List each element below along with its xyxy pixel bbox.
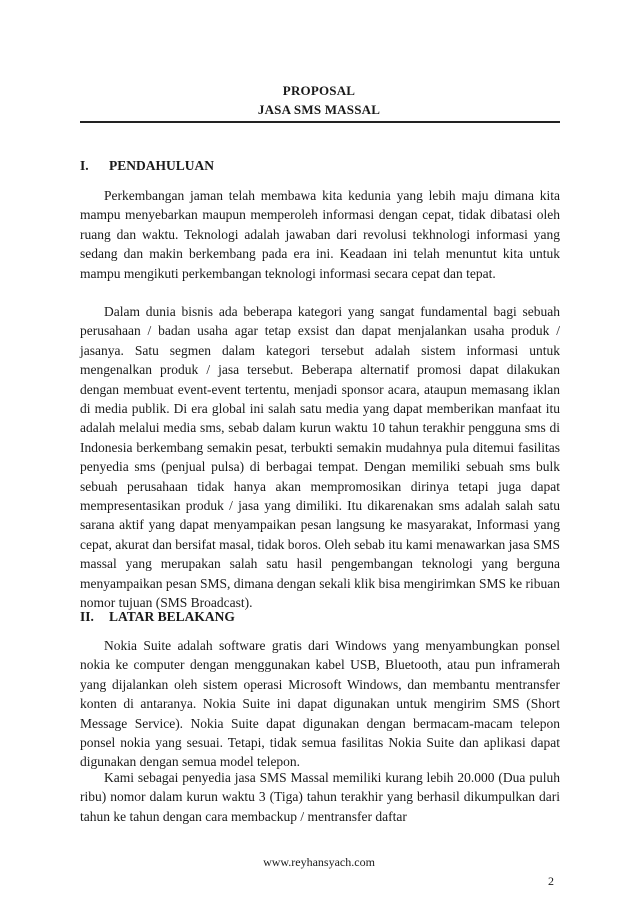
footer-website: www.reyhansyach.com bbox=[263, 855, 375, 869]
section-heading-pendahuluan bbox=[80, 158, 214, 174]
paragraph: Dalam dunia bisnis ada beberapa kategori yang sangat fundamental bagi sebuah perusahaan / badan usaha agar tetap exsist dan dapat menjalankan usaha produk / jasanya. Satu segmen dalam kategori tersebut adalah sistem informasi untuk mengenalkan produk / jasa tersebut. Beberapa alternatif promosi dapat dilakukan dengan membuat event-event tertentu, menjadi sponsor acara, ataupun memasang iklan di media publik. Di era global ini salah satu media yang dapat memberikan manfaat itu adalah melalui media sms, sebab dalam kurun waktu 10 tahun terakhir pengguna sms di Indonesia berkembang semakin pesat, terbukti semakin mudahnya pula ditemui fasilitas penyedia sms (penjual pulsa) di berbagai tempat. Dengan memiliki sebuah sms bulk sebuah perusahaan tidak hanya akan mempromosikan dirinya tetapi juga dapat mempresentasikan produk / jasa yang dimiliki. Itu dikarenakan sms adalah salah satu sarana aktif yang dapat menyampaikan pesan langsung ke masyarakat, Informasi yang cepat, akurat dan bersifat masal, tidak boros. Oleh sebab itu kami menawarkan jasa SMS massal yang merupakan salah satu hasil pengembangan teknologi yang berguna menyampaikan pesan SMS, dimana dengan sekali klik bisa mengirimkan SMS ke ribuan nomor tujuan (SMS Broadcast). bbox=[80, 304, 560, 611]
section-title: LATAR BELAKANG bbox=[109, 609, 235, 624]
document-title: PROPOSAL bbox=[282, 83, 356, 98]
section-heading-latar-belakang bbox=[80, 609, 235, 625]
paragraph: Kami sebagai penyedia jasa SMS Massal memiliki kurang lebih 20.000 (Dua puluh ribu) nomor dalam kurun waktu 3 (Tiga) tahun terakhir yang berhasil dikumpulkan dari tahun ke tahun dengan cara membackup / mentransfer daftar bbox=[80, 770, 560, 824]
paragraph: Nokia Suite adalah software gratis dari Windows yang menyambungkan ponsel nokia ke computer dengan menggunakan kabel USB, Bluetooth, atau pun inframerah yang dijalankan oleh sistem operasi Microsoft Windows, dan membantu mentransfer konten di antaranya. Nokia Suite ini dapat digunakan untuk mengirim SMS (Short Message Service). Nokia Suite dapat digunakan dengan bermacam-macam telepon ponsel nokia yang sesuai. Tetapi, tidak semua fasilitas Nokia Suite dan aplikasi dapat digunakan dengan semua model telepon. bbox=[80, 638, 560, 770]
section-number: II. bbox=[80, 609, 94, 624]
paragraph: Perkembangan jaman telah membawa kita kedunia yang lebih maju dimana kita mampu menyebarkan maupun memperoleh informasi dengan cepat, tidak dibatasi oleh ruang dan waktu. Teknologi adalah jawaban dari revolusi tekhnologi informasi yang sedang dan makin berkembang pada era ini. Keadaan ini telah menuntut kita untuk mampu mengikuti perkembangan teknologi informasi secara cepat dan tepat. bbox=[80, 188, 560, 281]
section-title: PENDAHULUAN bbox=[109, 158, 215, 173]
page-number: 2 bbox=[548, 874, 554, 888]
title-divider bbox=[80, 121, 560, 123]
document-subtitle: JASA SMS MASSAL bbox=[257, 102, 381, 117]
section-number: I. bbox=[80, 158, 89, 173]
